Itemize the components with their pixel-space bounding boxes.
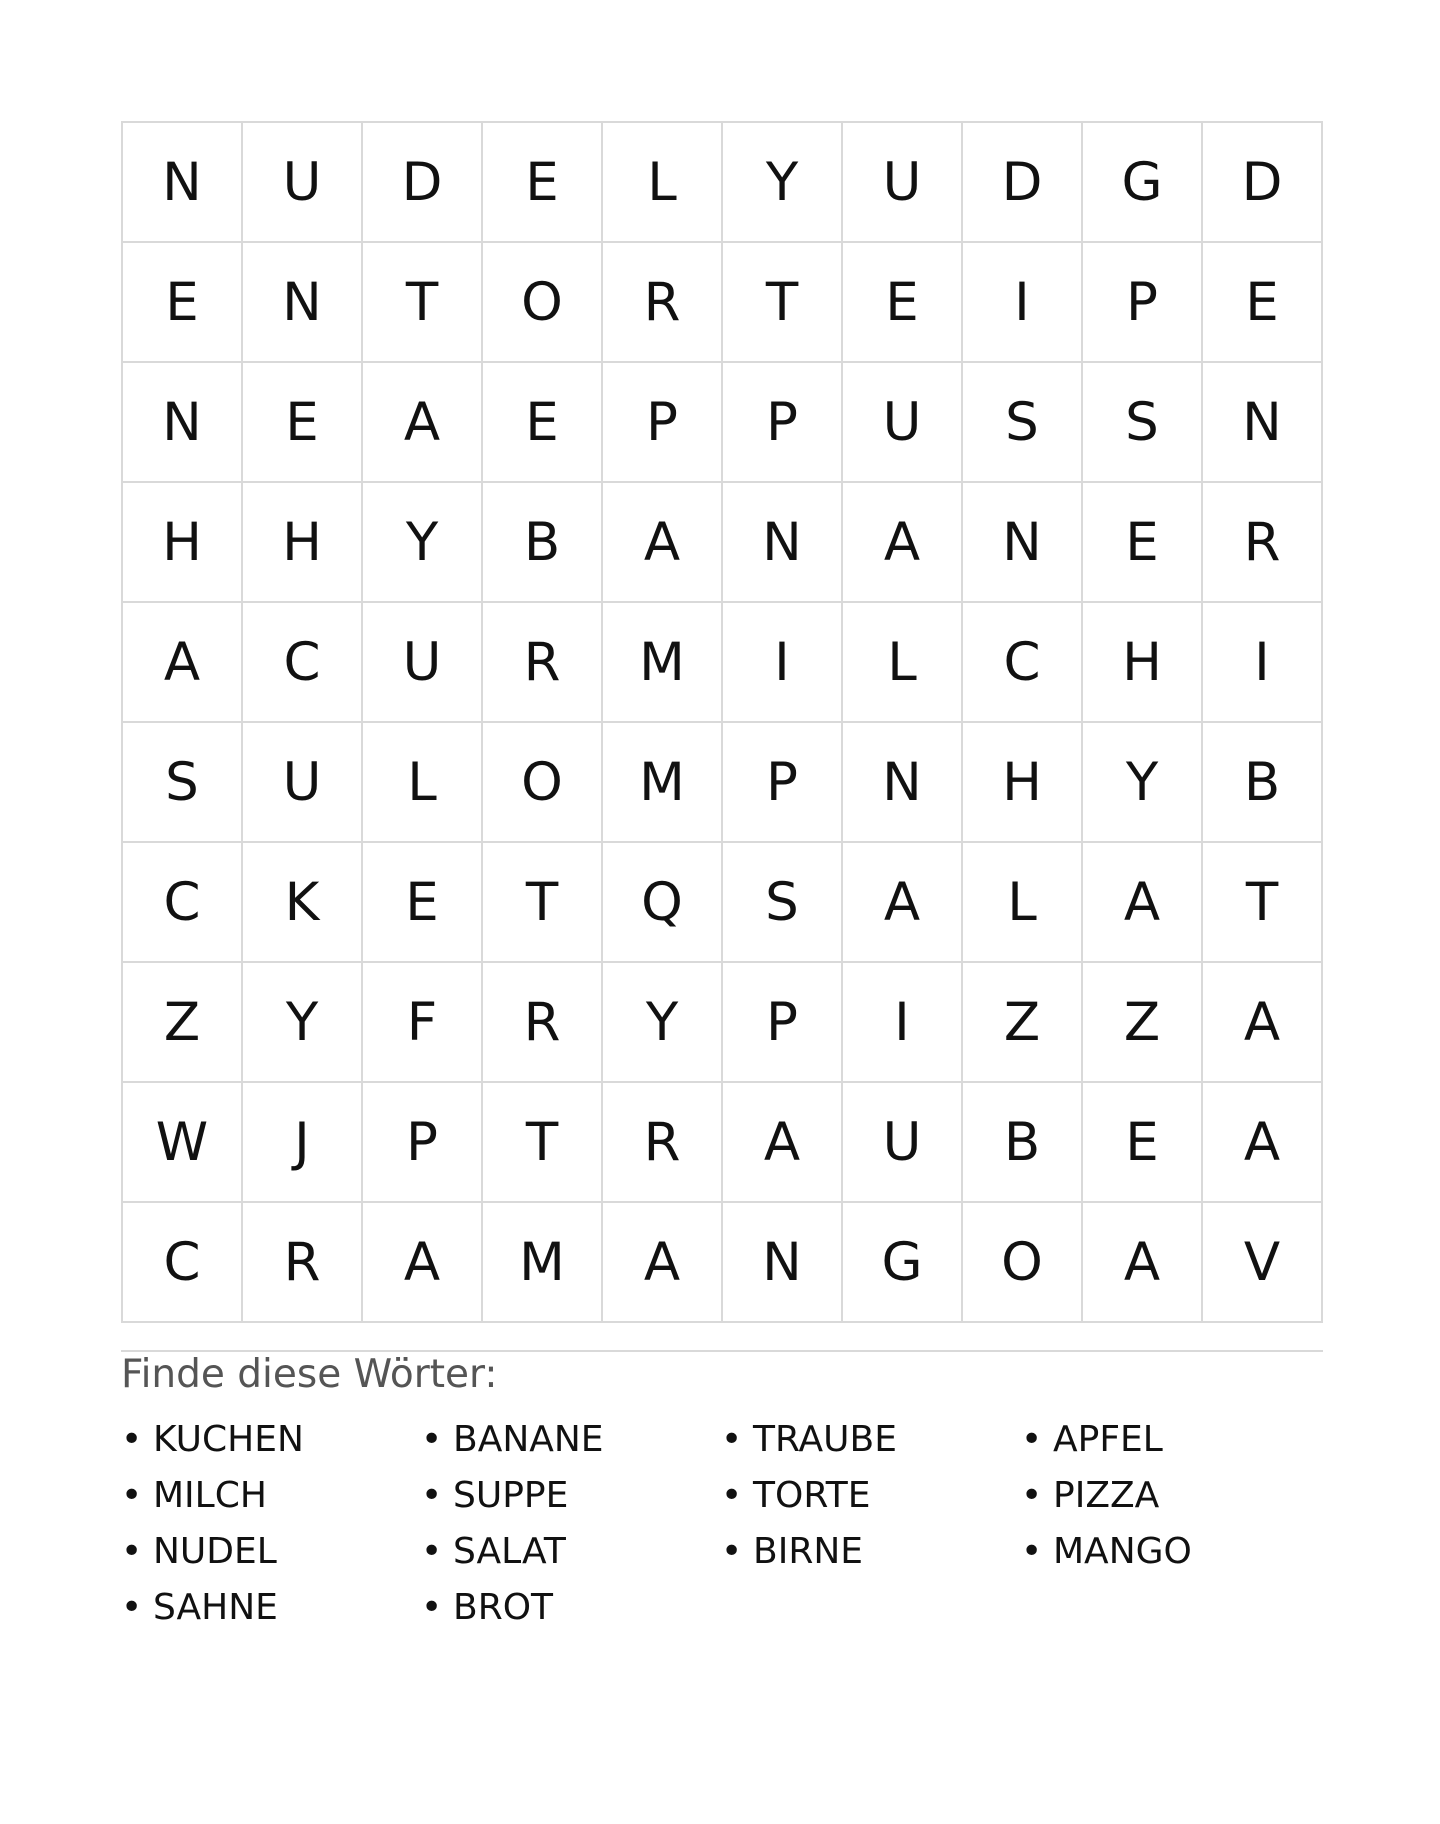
grid-cell[interactable]: U <box>363 603 483 723</box>
grid-cell[interactable]: L <box>963 843 1083 963</box>
grid-cell[interactable]: O <box>483 723 603 843</box>
word-label: BIRNE <box>753 1531 864 1572</box>
grid-cell[interactable]: U <box>843 1083 963 1203</box>
word-list-item <box>1021 1468 1321 1524</box>
grid-cell[interactable]: R <box>483 963 603 1083</box>
grid-cell[interactable]: A <box>603 1203 723 1323</box>
letter-grid <box>121 121 1323 1323</box>
grid-cell[interactable]: S <box>1083 363 1203 483</box>
grid-cell[interactable]: T <box>363 243 483 363</box>
grid-cell[interactable]: U <box>843 123 963 243</box>
grid-cell[interactable]: C <box>243 603 363 723</box>
grid-cell[interactable]: Y <box>363 483 483 603</box>
grid-cell[interactable]: T <box>1203 843 1323 963</box>
grid-cell[interactable]: E <box>1083 1083 1203 1203</box>
grid-cell[interactable]: O <box>963 1203 1083 1323</box>
word-label: TORTE <box>753 1475 871 1516</box>
grid-cell[interactable]: I <box>723 603 843 723</box>
word-list-item <box>121 1524 421 1580</box>
grid-cell[interactable]: N <box>723 483 843 603</box>
grid-cell[interactable]: S <box>123 723 243 843</box>
word-list <box>121 1412 1321 1636</box>
grid-cell[interactable]: P <box>363 1083 483 1203</box>
grid-cell[interactable]: A <box>843 483 963 603</box>
grid-cell[interactable]: E <box>843 243 963 363</box>
grid-cell[interactable]: B <box>963 1083 1083 1203</box>
grid-cell[interactable]: U <box>243 723 363 843</box>
grid-cell[interactable]: Y <box>1083 723 1203 843</box>
word-list-item <box>121 1580 421 1636</box>
grid-cell[interactable]: Z <box>1083 963 1203 1083</box>
word-list-item <box>121 1468 421 1524</box>
word-list-item <box>421 1468 721 1524</box>
grid-cell[interactable]: A <box>123 603 243 723</box>
word-label: MANGO <box>1053 1531 1192 1572</box>
word-list-item <box>421 1524 721 1580</box>
grid-cell[interactable]: S <box>723 843 843 963</box>
bullet-icon: • <box>721 1475 743 1516</box>
grid-cell[interactable]: A <box>1203 1083 1323 1203</box>
grid-cell[interactable]: Y <box>723 123 843 243</box>
word-label: TRAUBE <box>753 1419 897 1460</box>
grid-cell[interactable]: E <box>1083 483 1203 603</box>
grid-cell[interactable]: R <box>243 1203 363 1323</box>
grid-cell[interactable]: C <box>123 843 243 963</box>
word-label: PIZZA <box>1053 1475 1160 1516</box>
word-label: SALAT <box>453 1531 566 1572</box>
grid-cell[interactable]: N <box>963 483 1083 603</box>
bullet-icon: • <box>421 1587 443 1628</box>
grid-cell[interactable]: T <box>483 843 603 963</box>
grid-cell[interactable]: R <box>1203 483 1323 603</box>
word-list-item <box>421 1412 721 1468</box>
grid-cell[interactable]: C <box>963 603 1083 723</box>
word-list-item <box>421 1580 721 1636</box>
grid-cell[interactable]: G <box>1083 123 1203 243</box>
grid-cell[interactable]: U <box>843 363 963 483</box>
grid-cell[interactable]: A <box>363 363 483 483</box>
word-label: MILCH <box>153 1475 267 1516</box>
grid-cell[interactable]: P <box>723 363 843 483</box>
grid-cell[interactable]: T <box>483 1083 603 1203</box>
grid-cell[interactable]: H <box>243 483 363 603</box>
grid-cell[interactable]: E <box>363 843 483 963</box>
bullet-icon: • <box>121 1531 143 1572</box>
grid-cell[interactable]: N <box>243 243 363 363</box>
grid-cell[interactable]: H <box>963 723 1083 843</box>
grid-cell[interactable]: M <box>483 1203 603 1323</box>
word-label: APFEL <box>1053 1419 1163 1460</box>
grid-cell[interactable]: N <box>123 363 243 483</box>
bullet-icon: • <box>421 1419 443 1460</box>
word-list-prompt: Finde diese Wörter: <box>121 1352 498 1397</box>
grid-cell[interactable]: Z <box>123 963 243 1083</box>
grid-cell[interactable]: P <box>1083 243 1203 363</box>
grid-cell[interactable]: M <box>603 723 723 843</box>
grid-cell[interactable]: R <box>603 243 723 363</box>
grid-cell[interactable]: A <box>363 1203 483 1323</box>
bullet-icon: • <box>1021 1475 1043 1516</box>
grid-cell[interactable]: L <box>363 723 483 843</box>
grid-cell[interactable]: E <box>483 123 603 243</box>
grid-cell[interactable]: E <box>483 363 603 483</box>
grid-cell[interactable]: V <box>1203 1203 1323 1323</box>
grid-cell[interactable]: E <box>123 243 243 363</box>
grid-cell[interactable]: P <box>603 363 723 483</box>
grid-cell[interactable]: D <box>363 123 483 243</box>
grid-cell[interactable]: K <box>243 843 363 963</box>
grid-cell[interactable]: A <box>1083 843 1203 963</box>
word-list-item <box>721 1412 1021 1468</box>
bullet-icon: • <box>421 1531 443 1572</box>
grid-cell[interactable]: N <box>1203 363 1323 483</box>
bullet-icon: • <box>1021 1419 1043 1460</box>
grid-cell[interactable]: N <box>843 723 963 843</box>
word-label: KUCHEN <box>153 1419 304 1460</box>
grid-cell[interactable]: Y <box>603 963 723 1083</box>
grid-cell[interactable]: M <box>603 603 723 723</box>
grid-cell[interactable]: H <box>123 483 243 603</box>
grid-cell[interactable]: E <box>1203 243 1323 363</box>
grid-cell[interactable]: H <box>1083 603 1203 723</box>
word-label: BROT <box>453 1587 554 1628</box>
grid-cell[interactable]: D <box>1203 123 1323 243</box>
grid-cell[interactable]: B <box>483 483 603 603</box>
grid-cell[interactable]: J <box>243 1083 363 1203</box>
grid-cell[interactable]: O <box>483 243 603 363</box>
grid-cell[interactable]: T <box>723 243 843 363</box>
grid-cell[interactable]: Z <box>963 963 1083 1083</box>
bullet-icon: • <box>721 1419 743 1460</box>
grid-cell[interactable]: N <box>123 123 243 243</box>
bullet-icon: • <box>1021 1531 1043 1572</box>
grid-cell[interactable]: I <box>963 243 1083 363</box>
grid-cell[interactable]: W <box>123 1083 243 1203</box>
grid-cell[interactable]: R <box>603 1083 723 1203</box>
grid-cell[interactable]: P <box>723 963 843 1083</box>
grid-cell[interactable]: S <box>963 363 1083 483</box>
grid-cell[interactable]: D <box>963 123 1083 243</box>
word-list-item <box>721 1524 1021 1580</box>
word-label: BANANE <box>453 1419 604 1460</box>
grid-cell[interactable]: F <box>363 963 483 1083</box>
bullet-icon: • <box>121 1475 143 1516</box>
grid-cell[interactable]: Y <box>243 963 363 1083</box>
grid-cell[interactable]: I <box>1203 603 1323 723</box>
word-list-item <box>1021 1412 1321 1468</box>
grid-cell[interactable]: A <box>603 483 723 603</box>
grid-cell[interactable]: U <box>243 123 363 243</box>
word-label: SUPPE <box>453 1475 569 1516</box>
grid-cell[interactable]: N <box>723 1203 843 1323</box>
grid-cell[interactable]: B <box>1203 723 1323 843</box>
bullet-icon: • <box>121 1587 143 1628</box>
bullet-icon: • <box>421 1475 443 1516</box>
grid-cell[interactable]: P <box>723 723 843 843</box>
word-list-item <box>721 1468 1021 1524</box>
grid-cell[interactable]: L <box>843 603 963 723</box>
word-label: SAHNE <box>153 1587 278 1628</box>
grid-cell[interactable]: Q <box>603 843 723 963</box>
word-list-item <box>121 1412 421 1468</box>
grid-cell[interactable]: L <box>603 123 723 243</box>
grid-cell[interactable]: C <box>123 1203 243 1323</box>
grid-cell[interactable]: A <box>1083 1203 1203 1323</box>
bullet-icon: • <box>121 1419 143 1460</box>
grid-cell[interactable]: E <box>243 363 363 483</box>
grid-cell[interactable]: G <box>843 1203 963 1323</box>
bullet-icon: • <box>721 1531 743 1572</box>
word-label: NUDEL <box>153 1531 277 1572</box>
grid-cell[interactable]: A <box>723 1083 843 1203</box>
grid-cell[interactable]: I <box>843 963 963 1083</box>
word-list-item <box>1021 1524 1321 1580</box>
grid-cell[interactable]: A <box>1203 963 1323 1083</box>
grid-cell[interactable]: R <box>483 603 603 723</box>
grid-cell[interactable]: A <box>843 843 963 963</box>
